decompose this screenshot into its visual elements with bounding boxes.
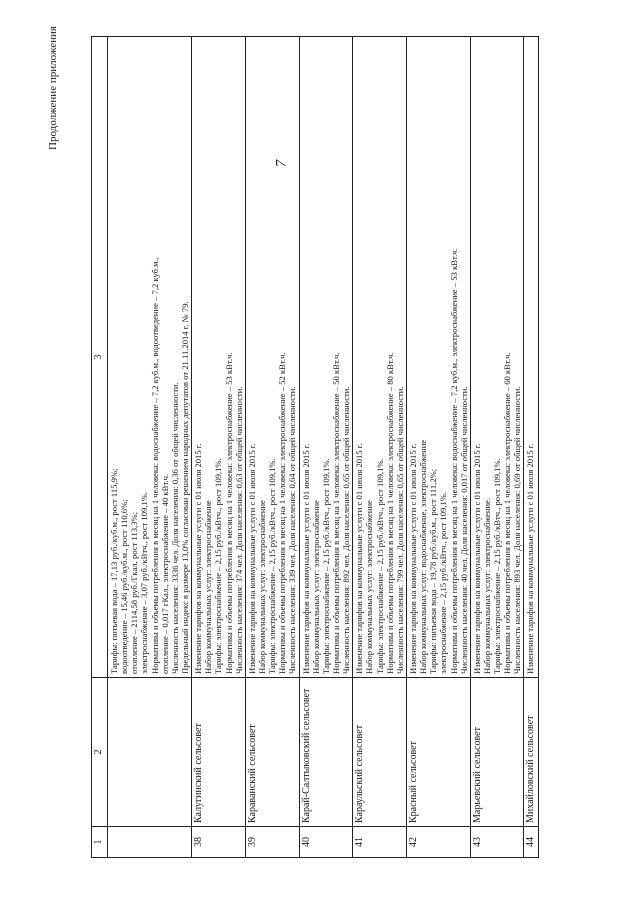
row-number: 40 xyxy=(299,827,353,858)
detail-line: Тарифы: электроснабжение – 2,15 руб./кВтч., рост 109,1%. xyxy=(213,458,224,674)
column-header-2: 2 xyxy=(92,678,108,827)
detail-line: электроснабжение – 2,15 руб./кВтч., рост 109,1%. xyxy=(438,491,449,674)
detail-line: Численность населения: 374 чел. Доля населения: 0,63 от общей численности. xyxy=(233,386,244,674)
detail-line: Изменение тарифов на коммунальные услуги с 01 июля 2015 г. xyxy=(525,443,536,674)
detail-line: Нормативы и объемы потребления в месяц на 1 человека: электроснабжение – 60 кВт.ч. xyxy=(502,352,513,674)
tariff-details xyxy=(192,37,246,678)
detail-line: отопление – 2114,58 руб./Гкал, рост 113,3%; xyxy=(129,511,140,674)
row-number xyxy=(108,827,192,858)
table-row xyxy=(245,37,299,858)
table-row xyxy=(192,37,246,858)
detail-line: Тарифы: электроснабжение – 2,15 руб./кВтч., рост 109,1%. xyxy=(492,458,503,674)
table-row xyxy=(524,37,539,858)
detail-line: отопление – 0,017 гКал., электроснабжение – 40 кВт.ч. xyxy=(159,473,170,674)
row-number: 39 xyxy=(245,827,299,858)
detail-line: Численность населения: 3336 чел. Доля населения: 0,36 от общей численности. xyxy=(169,382,180,674)
detail-line: Нормативы и объемы потребления в месяц на 1 человека: электроснабжение – 80 кВт.ч. xyxy=(384,352,395,674)
table-body xyxy=(108,37,539,858)
detail-line: Набор коммунальных услуг: водоснабжение, электроснабжение xyxy=(418,439,429,674)
detail-line: Набор коммунальных услуг: электроснабжение xyxy=(203,500,214,674)
detail-line: Тарифы: электроснабжение – 2,15 руб./кВтч., рост 109,1%. xyxy=(374,458,385,674)
table-row xyxy=(406,37,470,858)
municipality-name xyxy=(108,678,192,827)
rotated-page-content xyxy=(47,26,636,858)
tariff-details xyxy=(406,37,470,678)
continuation-caption: Продолжение приложения xyxy=(47,26,59,150)
detail-line: Численность населения: 40 чел. Доля населения: 0,017 от общей численности. xyxy=(458,386,469,674)
row-number: 38 xyxy=(192,827,246,858)
column-header-3: 3 xyxy=(92,37,108,678)
municipality-name: Карай-Салтыковский сельсовет xyxy=(299,678,353,827)
row-number: 42 xyxy=(406,827,470,858)
detail-line: водоотведение – 15,46 руб./куб.м., рост 110,6%; xyxy=(119,499,130,674)
municipality-name: Михайловский сельсовет xyxy=(524,678,539,827)
municipality-name: Красный сельсовет xyxy=(406,678,470,827)
detail-line: Набор коммунальных услуг: электроснабжение xyxy=(256,500,267,674)
detail-line: Набор коммунальных услуг: электроснабжение xyxy=(310,500,321,674)
detail-line: Предельный индекс в размере 13,0% согласован решением народных депутатов от 21.11.2014 г. № 79. xyxy=(179,301,190,674)
detail-line: Численность населения: 339 чел. Доля населения: 0,64 от общей численности. xyxy=(287,386,298,674)
table-row xyxy=(470,37,524,858)
row-number: 44 xyxy=(524,827,539,858)
row-number: 41 xyxy=(353,827,407,858)
detail-line: Тарифы: электроснабжение – 2,15 руб./кВтч., рост 109,1%. xyxy=(267,458,278,674)
detail-line: Набор коммунальных услуг: электроснабжение. xyxy=(481,497,492,674)
detail-line: Тарифы: питьевая вода – 19,78 руб./куб.м., рост 111,2%; xyxy=(428,468,439,674)
tariff-details xyxy=(299,37,353,678)
municipality-name: Караванский сельсовет xyxy=(245,678,299,827)
tariff-details xyxy=(470,37,524,678)
detail-line: Нормативы и объемы потребления в месяц на 1 человека: электроснабжение – 52 кВт.ч. xyxy=(277,352,288,674)
detail-line: Изменение тарифов на коммунальные услуги с 01 июля 2015 г. xyxy=(246,443,257,674)
tariff-details xyxy=(245,37,299,678)
detail-line: Тарифы: питьевая вода – 17,13 руб./куб.м., рост 115,9%; xyxy=(109,468,119,674)
tariff-details xyxy=(524,37,539,678)
detail-line: Нормативы и объемы потребления в месяц на 1 человека: электроснабжение – 50 кВт.ч. xyxy=(330,352,341,674)
tariffs-table xyxy=(91,36,539,858)
municipality-name: Марьевский сельсовет xyxy=(470,678,524,827)
column-header-1: 1 xyxy=(92,827,108,858)
detail-line: Нормативы и объемы потребления в месяц на 1 человека: водоснабжение – 7,2 куб.м., электроснабжение – 53 кВт.ч. xyxy=(448,248,459,674)
detail-line: Изменение тарифов на коммунальные услуги с 01 июля 2015 г. xyxy=(300,443,311,674)
table-header-row xyxy=(92,37,108,858)
detail-line: Нормативы и объемы потребления в месяц на 1 человека: электроснабжение – 53 кВт.ч. xyxy=(223,352,234,674)
detail-line: Численность населения: 892 чел. Доля населения: 0,65 от общей численности. xyxy=(341,386,352,674)
detail-line: Изменение тарифов на коммунальные услуги с 01 июля 2015 г. xyxy=(407,443,418,674)
detail-line: Изменение тарифов на коммунальные услуги с 01 июля 2015 г. xyxy=(471,443,482,674)
table-row xyxy=(299,37,353,858)
page-number: 7 xyxy=(273,159,290,168)
table-row xyxy=(353,37,407,858)
detail-line: Численность населения: 799 чел. Доля населения: 0,65 от общей численности. xyxy=(394,386,405,674)
detail-line: электроснабжение – 3,07 руб./кВтч., рост 109,1%. xyxy=(139,491,150,674)
tariff-details xyxy=(353,37,407,678)
detail-line: Набор коммунальных услуг: электроснабжение xyxy=(364,500,375,674)
municipality-name: Калугинский сельсовет xyxy=(192,678,246,827)
tariff-details xyxy=(108,37,192,678)
detail-line: Тарифы: электроснабжение – 2,15 руб./кВтч., рост 109,1%. xyxy=(320,458,331,674)
municipality-name: Караульский сельсовет xyxy=(353,678,407,827)
detail-line: Численность населения: 893 чел. Доля населения: 0,69 от общей численности. xyxy=(512,386,523,674)
table-row xyxy=(108,37,192,858)
detail-line: Нормативы и объемы потребления в месяц на 1 человека: водоснабжение – 7,2 куб.м., водоотведение – 7,2 куб.м., xyxy=(149,257,160,674)
row-number: 43 xyxy=(470,827,524,858)
detail-line: Изменение тарифов на коммунальные услуги с 01 июля 2015 г. xyxy=(193,443,204,674)
detail-line: Изменение тарифов на коммунальные услуги с 01 июля 2015 г. xyxy=(354,443,365,674)
